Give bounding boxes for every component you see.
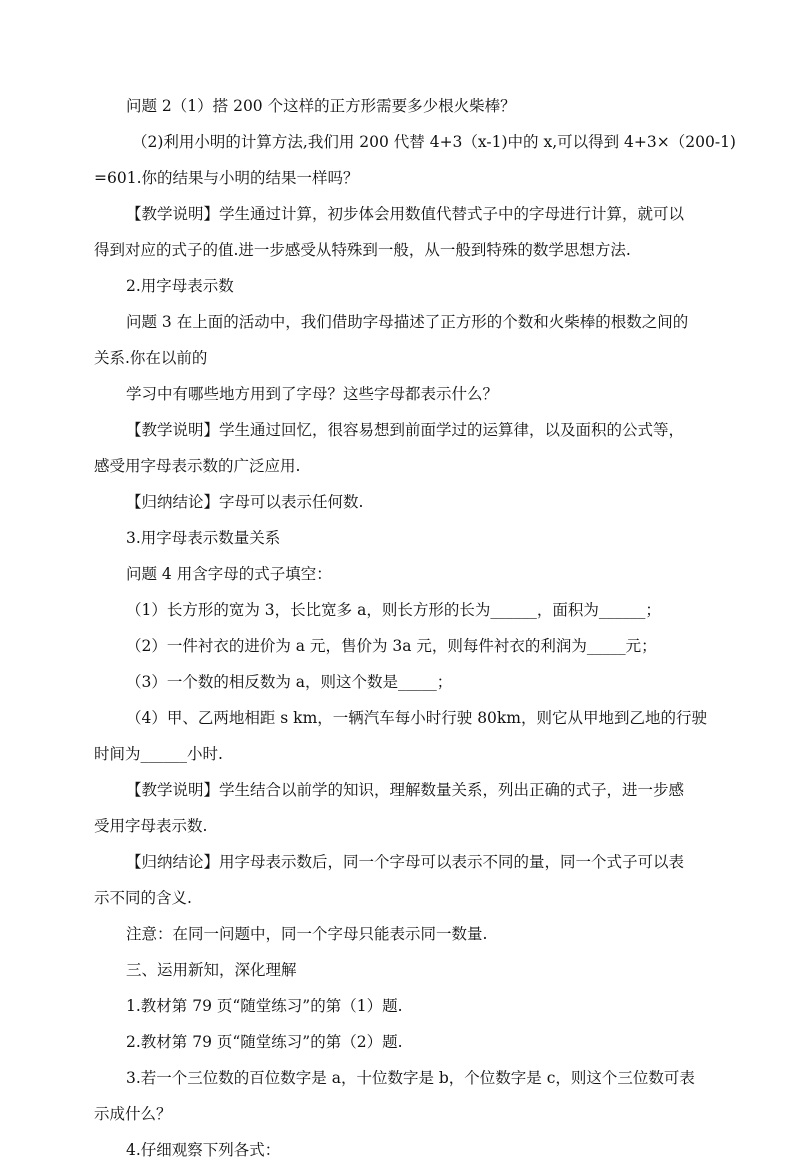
question-3: 问题 3 在上面的活动中，我们借助字母描述了正方形的个数和火柴棒的根数之间的 <box>126 313 689 331</box>
question-4-item-4: （4）甲、乙两地相距 s km，一辆汽车每小时行驶 80km，则它从甲地到乙地的行驶 <box>126 709 708 727</box>
question-4-item-2: （2）一件衬衣的进价为 a 元，售价为 3a 元，则每件衬衣的利润为_____元； <box>126 637 657 655</box>
question-3-continued: 关系.你在以前的 <box>94 349 208 367</box>
teaching-note-2-continued: 感受用字母表示数的广泛应用. <box>94 457 301 475</box>
question-4-item-3: （3）一个数的相反数为 a，则这个数是_____； <box>126 673 453 691</box>
exercise-3-continued: 示成什么？ <box>94 1105 172 1123</box>
question-4-item-4-continued: 时间为______小时. <box>94 745 223 763</box>
exercise-4: 4.仔细观察下列各式： <box>126 1141 281 1159</box>
section-heading-2: 2.用字母表示数 <box>126 277 234 295</box>
teaching-note-1: 【教学说明】学生通过计算，初步体会用数值代替式子中的字母进行计算，就可以 <box>126 205 685 223</box>
section-heading-part-3: 三、运用新知，深化理解 <box>126 961 297 979</box>
question-4-item-1: （1）长方形的宽为 3，长比宽多 a，则长方形的长为______，面积为______； <box>126 601 661 619</box>
exercise-1: 1.教材第 79 页“随堂练习”的第（1）题. <box>126 997 403 1015</box>
note: 注意：在同一问题中，同一个字母只能表示同一数量. <box>126 925 488 943</box>
exercise-2: 2.教材第 79 页“随堂练习”的第（2）题. <box>126 1033 403 1051</box>
question-2-part-1: 问题 2（1）搭 200 个这样的正方形需要多少根火柴棒？ <box>126 97 516 115</box>
question-2-part-2: （2)利用小明的计算方法,我们用 200 代替 4+3（x-1)中的 x,可以得到 4+3×（200-1) <box>132 133 736 151</box>
exercise-3: 3.若一个三位数的百位数字是 a，十位数字是 b，个位数字是 c，则这个三位数可表 <box>126 1069 695 1087</box>
conclusion-2-continued: 示不同的含义. <box>94 889 192 907</box>
teaching-note-1-continued: 得到对应的式子的值.进一步感受从特殊到一般，从一般到特殊的数学思想方法. <box>94 241 631 259</box>
question-2-part-2-continued: =601.你的结果与小明的结果一样吗？ <box>94 169 359 187</box>
teaching-note-2: 【教学说明】学生通过回忆，很容易想到前面学过的运算律，以及面积的公式等， <box>126 421 685 439</box>
teaching-note-3-continued: 受用字母表示数. <box>94 817 208 835</box>
document-body <box>94 96 736 1176</box>
teaching-note-3: 【教学说明】学生结合以前学的知识，理解数量关系，列出正确的式子，进一步感 <box>126 781 685 799</box>
section-heading-3: 3.用字母表示数量关系 <box>126 529 281 547</box>
question-3-continued-2: 学习中有哪些地方用到了字母？这些字母都表示什么？ <box>126 385 499 403</box>
conclusion-2: 【归纳结论】用字母表示数后，同一个字母可以表示不同的量，同一个式子可以表 <box>126 853 685 871</box>
conclusion-1: 【归纳结论】字母可以表示任何数. <box>126 493 364 511</box>
question-4: 问题 4 用含字母的式子填空： <box>126 565 332 583</box>
